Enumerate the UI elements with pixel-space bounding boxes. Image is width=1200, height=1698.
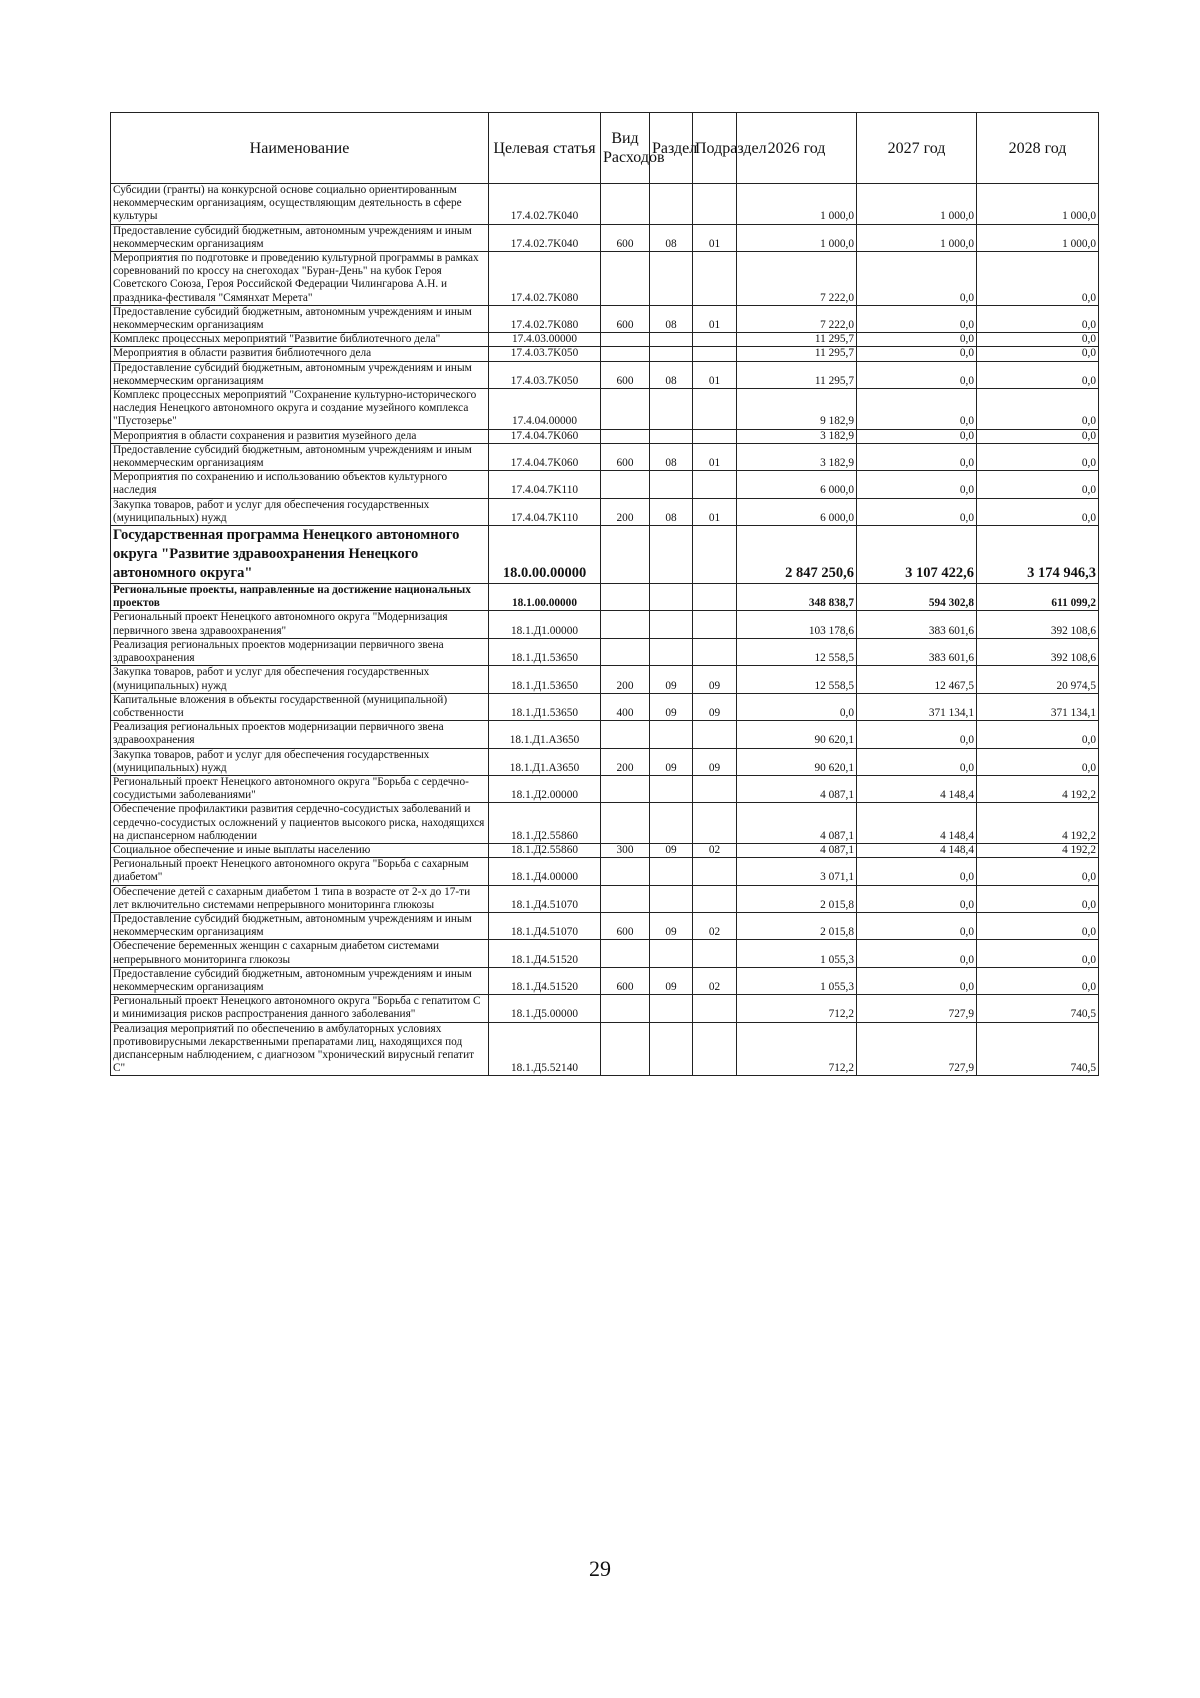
cell-section — [650, 775, 693, 802]
cell-year-2026: 7 222,0 — [737, 305, 857, 332]
cell-year-2026: 6 000,0 — [737, 498, 857, 525]
cell-name: Закупка товаров, работ и услуг для обеспечения государственных (муниципальных) нужд — [111, 666, 489, 693]
cell-expense-type — [601, 721, 650, 748]
cell-year-2027: 371 134,1 — [857, 693, 977, 720]
cell-year-2026: 4 087,1 — [737, 803, 857, 844]
cell-year-2028: 0,0 — [977, 305, 1099, 332]
cell-name: Закупка товаров, работ и услуг для обеспечения государственных (муниципальных) нужд — [111, 498, 489, 525]
cell-name: Закупка товаров, работ и услуг для обеспечения государственных (муниципальных) нужд — [111, 748, 489, 775]
cell-subsection — [693, 429, 737, 443]
cell-name: Региональный проект Ненецкого автономного округа "Модернизация первичного звена здравоохранения" — [111, 611, 489, 638]
cell-name: Мероприятия по подготовке и проведению культурной программы в рамках соревнований по кроссу на снегоходах "Буран-День" на кубок Героя Советского Союза, Героя Российской Федерации Чилингарова А.Н. и праздника-фестиваля "Сямянхат Мерета" — [111, 252, 489, 306]
cell-year-2028: 0,0 — [977, 748, 1099, 775]
cell-subsection: 02 — [693, 912, 737, 939]
cell-year-2027: 0,0 — [857, 858, 977, 885]
cell-year-2027: 0,0 — [857, 389, 977, 430]
cell-target-article: 18.1.Д1.А3650 — [489, 748, 601, 775]
cell-year-2026: 3 071,1 — [737, 858, 857, 885]
cell-section — [650, 333, 693, 347]
cell-target-article: 17.4.02.7K080 — [489, 252, 601, 306]
cell-year-2028: 0,0 — [977, 429, 1099, 443]
cell-subsection — [693, 526, 737, 584]
cell-subsection — [693, 1022, 737, 1076]
cell-year-2026: 0,0 — [737, 693, 857, 720]
cell-year-2028: 20 974,5 — [977, 666, 1099, 693]
cell-section — [650, 995, 693, 1022]
cell-section: 08 — [650, 498, 693, 525]
cell-name: Субсидии (гранты) на конкурсной основе социально ориентированным некоммерческим организациям, осуществляющим деятельность в сфере культуры — [111, 184, 489, 225]
cell-target-article: 18.1.Д1.53650 — [489, 638, 601, 665]
cell-year-2027: 0,0 — [857, 305, 977, 332]
header-year-2027: 2027 год — [857, 113, 977, 184]
cell-year-2026: 4 087,1 — [737, 843, 857, 857]
cell-year-2026: 2 015,8 — [737, 885, 857, 912]
cell-expense-type — [601, 995, 650, 1022]
cell-target-article: 18.1.Д4.51520 — [489, 967, 601, 994]
cell-subsection: 01 — [693, 498, 737, 525]
cell-target-article: 17.4.03.7K050 — [489, 347, 601, 361]
cell-year-2026: 1 000,0 — [737, 224, 857, 251]
cell-year-2028: 0,0 — [977, 885, 1099, 912]
table-row — [111, 305, 1099, 332]
cell-target-article: 17.4.04.7K060 — [489, 443, 601, 470]
cell-section: 09 — [650, 967, 693, 994]
cell-year-2028: 740,5 — [977, 1022, 1099, 1076]
cell-section — [650, 611, 693, 638]
cell-expense-type — [601, 611, 650, 638]
cell-expense-type: 600 — [601, 224, 650, 251]
cell-target-article: 17.4.02.7K040 — [489, 184, 601, 225]
cell-section — [650, 858, 693, 885]
cell-subsection — [693, 858, 737, 885]
table-header-row — [111, 113, 1099, 184]
cell-target-article: 18.1.Д2.55860 — [489, 843, 601, 857]
cell-year-2026: 1 055,3 — [737, 940, 857, 967]
cell-section — [650, 803, 693, 844]
table-row — [111, 333, 1099, 347]
table-row — [111, 224, 1099, 251]
cell-year-2026: 11 295,7 — [737, 333, 857, 347]
cell-year-2028: 611 099,2 — [977, 584, 1099, 611]
cell-expense-type — [601, 940, 650, 967]
cell-section: 09 — [650, 843, 693, 857]
cell-subsection — [693, 389, 737, 430]
cell-year-2026: 103 178,6 — [737, 611, 857, 638]
table-row — [111, 252, 1099, 306]
cell-target-article: 18.1.Д4.51070 — [489, 912, 601, 939]
cell-subsection: 09 — [693, 748, 737, 775]
cell-target-article: 17.4.04.7K110 — [489, 498, 601, 525]
table-row — [111, 389, 1099, 430]
cell-name: Мероприятия в области сохранения и развития музейного дела — [111, 429, 489, 443]
cell-subsection — [693, 638, 737, 665]
cell-year-2028: 0,0 — [977, 361, 1099, 388]
cell-year-2026: 1 000,0 — [737, 184, 857, 225]
cell-year-2028: 740,5 — [977, 995, 1099, 1022]
cell-expense-type — [601, 858, 650, 885]
cell-target-article: 18.1.Д5.00000 — [489, 995, 601, 1022]
cell-target-article: 18.1.Д2.00000 — [489, 775, 601, 802]
cell-subsection — [693, 995, 737, 1022]
cell-name: Предоставление субсидий бюджетным, автономным учреждениям и иным некоммерческим организациям — [111, 305, 489, 332]
cell-expense-type: 200 — [601, 666, 650, 693]
table-row — [111, 429, 1099, 443]
cell-target-article: 17.4.03.7K050 — [489, 361, 601, 388]
cell-expense-type — [601, 584, 650, 611]
cell-expense-type — [601, 333, 650, 347]
cell-section — [650, 184, 693, 225]
cell-year-2027: 383 601,6 — [857, 638, 977, 665]
cell-target-article: 18.1.Д5.52140 — [489, 1022, 601, 1076]
cell-subsection — [693, 940, 737, 967]
cell-year-2027: 383 601,6 — [857, 611, 977, 638]
table-row — [111, 748, 1099, 775]
cell-subsection — [693, 775, 737, 802]
cell-year-2027: 0,0 — [857, 498, 977, 525]
cell-target-article: 18.1.Д1.00000 — [489, 611, 601, 638]
cell-year-2027: 727,9 — [857, 995, 977, 1022]
cell-name: Региональный проект Ненецкого автономного округа "Борьба с сердечно-сосудистыми заболеваниями" — [111, 775, 489, 802]
cell-expense-type — [601, 347, 650, 361]
cell-subsection — [693, 471, 737, 498]
cell-subsection — [693, 347, 737, 361]
cell-name: Капитальные вложения в объекты государственной (муниципальной) собственности — [111, 693, 489, 720]
cell-expense-type: 300 — [601, 843, 650, 857]
cell-year-2026: 1 055,3 — [737, 967, 857, 994]
cell-subsection: 01 — [693, 361, 737, 388]
cell-subsection — [693, 885, 737, 912]
budget-table — [110, 112, 1099, 1076]
cell-target-article: 18.1.Д1.А3650 — [489, 721, 601, 748]
cell-section — [650, 940, 693, 967]
cell-subsection — [693, 803, 737, 844]
cell-year-2028: 0,0 — [977, 721, 1099, 748]
cell-target-article: 18.1.Д2.55860 — [489, 803, 601, 844]
cell-year-2028: 0,0 — [977, 471, 1099, 498]
table-row — [111, 471, 1099, 498]
cell-year-2026: 6 000,0 — [737, 471, 857, 498]
table-row — [111, 693, 1099, 720]
cell-expense-type: 400 — [601, 693, 650, 720]
cell-year-2026: 11 295,7 — [737, 361, 857, 388]
cell-subsection: 01 — [693, 443, 737, 470]
cell-section: 09 — [650, 748, 693, 775]
cell-name: Комплекс процессных мероприятий "Сохранение культурно-исторического наследия Ненецкого автономного округа и создание музейного комплекса "Пустозерье" — [111, 389, 489, 430]
cell-year-2027: 1 000,0 — [857, 224, 977, 251]
cell-expense-type — [601, 1022, 650, 1076]
cell-year-2028: 0,0 — [977, 252, 1099, 306]
cell-name: Предоставление субсидий бюджетным, автономным учреждениям и иным некоммерческим организациям — [111, 443, 489, 470]
cell-target-article: 17.4.04.7K110 — [489, 471, 601, 498]
table-row — [111, 967, 1099, 994]
table-row — [111, 443, 1099, 470]
cell-year-2027: 4 148,4 — [857, 843, 977, 857]
cell-year-2027: 0,0 — [857, 361, 977, 388]
cell-target-article: 18.1.00.00000 — [489, 584, 601, 611]
cell-year-2026: 712,2 — [737, 1022, 857, 1076]
cell-name: Реализация региональных проектов модернизации первичного звена здравоохранения — [111, 721, 489, 748]
header-target-article: Целевая статья — [489, 113, 601, 184]
cell-expense-type: 600 — [601, 912, 650, 939]
cell-name: Реализация региональных проектов модернизации первичного звена здравоохранения — [111, 638, 489, 665]
cell-section: 09 — [650, 912, 693, 939]
cell-target-article: 17.4.03.00000 — [489, 333, 601, 347]
cell-subsection: 02 — [693, 843, 737, 857]
cell-target-article: 18.0.00.00000 — [489, 526, 601, 584]
cell-expense-type — [601, 389, 650, 430]
cell-name: Мероприятия в области развития библиотечного дела — [111, 347, 489, 361]
cell-expense-type — [601, 638, 650, 665]
cell-year-2028: 0,0 — [977, 858, 1099, 885]
cell-year-2028: 0,0 — [977, 347, 1099, 361]
page-number: 29 — [589, 1556, 611, 1581]
cell-subsection — [693, 611, 737, 638]
table-row — [111, 858, 1099, 885]
cell-target-article: 17.4.04.00000 — [489, 389, 601, 430]
cell-year-2026: 11 295,7 — [737, 347, 857, 361]
cell-name: Обеспечение детей с сахарным диабетом 1 типа в возрасте от 2-х до 17-ти лет включительно системами непрерывного мониторинга глюкозы — [111, 885, 489, 912]
cell-name: Предоставление субсидий бюджетным, автономным учреждениям и иным некоммерческим организациям — [111, 967, 489, 994]
cell-year-2028: 4 192,2 — [977, 775, 1099, 802]
table-row — [111, 775, 1099, 802]
cell-target-article: 17.4.02.7K040 — [489, 224, 601, 251]
cell-year-2028: 3 174 946,3 — [977, 526, 1099, 584]
table-body — [111, 184, 1099, 1076]
cell-section — [650, 252, 693, 306]
cell-section — [650, 584, 693, 611]
cell-year-2028: 371 134,1 — [977, 693, 1099, 720]
cell-year-2026: 12 558,5 — [737, 666, 857, 693]
table-row — [111, 1022, 1099, 1076]
cell-target-article: 18.1.Д4.51070 — [489, 885, 601, 912]
cell-section: 08 — [650, 443, 693, 470]
cell-year-2027: 0,0 — [857, 443, 977, 470]
cell-expense-type: 200 — [601, 498, 650, 525]
cell-year-2028: 0,0 — [977, 333, 1099, 347]
cell-subsection: 09 — [693, 666, 737, 693]
cell-expense-type: 200 — [601, 748, 650, 775]
header-subsection: Подраздел — [693, 113, 737, 184]
cell-expense-type — [601, 803, 650, 844]
cell-subsection — [693, 584, 737, 611]
cell-name: Предоставление субсидий бюджетным, автономным учреждениям и иным некоммерческим организациям — [111, 224, 489, 251]
cell-section: 09 — [650, 693, 693, 720]
cell-year-2027: 3 107 422,6 — [857, 526, 977, 584]
cell-target-article: 17.4.02.7K080 — [489, 305, 601, 332]
cell-expense-type — [601, 471, 650, 498]
cell-year-2026: 7 222,0 — [737, 252, 857, 306]
cell-expense-type: 600 — [601, 361, 650, 388]
cell-name: Региональный проект Ненецкого автономного округа "Борьба с гепатитом С и минимизация рисков распространения данного заболевания" — [111, 995, 489, 1022]
cell-section — [650, 885, 693, 912]
table-row — [111, 347, 1099, 361]
cell-year-2028: 392 108,6 — [977, 611, 1099, 638]
cell-expense-type: 600 — [601, 443, 650, 470]
cell-year-2026: 4 087,1 — [737, 775, 857, 802]
cell-year-2028: 1 000,0 — [977, 224, 1099, 251]
table-row — [111, 526, 1099, 584]
cell-year-2028: 0,0 — [977, 912, 1099, 939]
cell-section: 09 — [650, 666, 693, 693]
table-row — [111, 498, 1099, 525]
cell-section — [650, 721, 693, 748]
cell-year-2028: 0,0 — [977, 443, 1099, 470]
cell-year-2028: 0,0 — [977, 389, 1099, 430]
cell-expense-type — [601, 429, 650, 443]
cell-subsection — [693, 721, 737, 748]
table-row — [111, 361, 1099, 388]
cell-year-2027: 0,0 — [857, 940, 977, 967]
cell-section: 08 — [650, 305, 693, 332]
cell-year-2027: 0,0 — [857, 748, 977, 775]
table-row — [111, 184, 1099, 225]
cell-year-2028: 1 000,0 — [977, 184, 1099, 225]
table-row — [111, 843, 1099, 857]
cell-name: Предоставление субсидий бюджетным, автономным учреждениям и иным некоммерческим организациям — [111, 912, 489, 939]
cell-year-2027: 0,0 — [857, 347, 977, 361]
table-row — [111, 638, 1099, 665]
cell-section — [650, 389, 693, 430]
cell-name: Реализация мероприятий по обеспечению в амбулаторных условиях противовирусными лекарственными препаратами лиц, находящихся под диспансерным наблюдением, с диагнозом "хронический вирусный гепатит С" — [111, 1022, 489, 1076]
table-row — [111, 666, 1099, 693]
header-year-2028: 2028 год — [977, 113, 1099, 184]
table-row — [111, 584, 1099, 611]
cell-year-2026: 3 182,9 — [737, 429, 857, 443]
cell-section: 08 — [650, 361, 693, 388]
cell-section: 08 — [650, 224, 693, 251]
cell-target-article: 18.1.Д4.00000 — [489, 858, 601, 885]
cell-name: Региональный проект Ненецкого автономного округа "Борьба с сахарным диабетом" — [111, 858, 489, 885]
cell-subsection: 09 — [693, 693, 737, 720]
cell-section — [650, 638, 693, 665]
cell-year-2028: 392 108,6 — [977, 638, 1099, 665]
cell-subsection: 02 — [693, 967, 737, 994]
cell-year-2027: 4 148,4 — [857, 803, 977, 844]
header-year-2026: 2026 год — [737, 113, 857, 184]
cell-name: Предоставление субсидий бюджетным, автономным учреждениям и иным некоммерческим организациям — [111, 361, 489, 388]
table-row — [111, 995, 1099, 1022]
table-row — [111, 803, 1099, 844]
cell-target-article: 18.1.Д1.53650 — [489, 693, 601, 720]
cell-subsection: 01 — [693, 224, 737, 251]
cell-expense-type — [601, 885, 650, 912]
cell-year-2026: 90 620,1 — [737, 721, 857, 748]
cell-year-2027: 0,0 — [857, 252, 977, 306]
cell-year-2027: 4 148,4 — [857, 775, 977, 802]
cell-year-2026: 3 182,9 — [737, 443, 857, 470]
table-row — [111, 885, 1099, 912]
cell-name: Региональные проекты, направленные на достижение национальных проектов — [111, 584, 489, 611]
cell-year-2027: 594 302,8 — [857, 584, 977, 611]
cell-year-2026: 9 182,9 — [737, 389, 857, 430]
cell-year-2027: 12 467,5 — [857, 666, 977, 693]
cell-year-2026: 2 015,8 — [737, 912, 857, 939]
cell-year-2028: 0,0 — [977, 967, 1099, 994]
cell-year-2027: 0,0 — [857, 471, 977, 498]
cell-expense-type — [601, 184, 650, 225]
cell-expense-type: 600 — [601, 305, 650, 332]
cell-expense-type: 600 — [601, 967, 650, 994]
cell-name: Государственная программа Ненецкого автономного округа "Развитие здравоохранения Ненецкого автономного округа" — [111, 526, 489, 584]
cell-subsection: 01 — [693, 305, 737, 332]
cell-year-2026: 348 838,7 — [737, 584, 857, 611]
cell-subsection — [693, 184, 737, 225]
cell-year-2028: 0,0 — [977, 940, 1099, 967]
cell-name: Социальное обеспечение и иные выплаты населению — [111, 843, 489, 857]
cell-expense-type — [601, 526, 650, 584]
table-row — [111, 940, 1099, 967]
cell-year-2027: 0,0 — [857, 885, 977, 912]
cell-target-article: 17.4.04.7K060 — [489, 429, 601, 443]
cell-subsection — [693, 333, 737, 347]
budget-table-container — [110, 112, 1098, 1076]
cell-year-2028: 0,0 — [977, 498, 1099, 525]
cell-year-2027: 0,0 — [857, 429, 977, 443]
cell-section — [650, 471, 693, 498]
cell-year-2026: 12 558,5 — [737, 638, 857, 665]
cell-name: Обеспечение профилактики развития сердечно-сосудистых заболеваний и сердечно-сосудистых осложнений у пациентов высокого риска, находящихся на диспансерном наблюдении — [111, 803, 489, 844]
cell-year-2026: 712,2 — [737, 995, 857, 1022]
cell-name: Мероприятия по сохранению и использованию объектов культурного наследия — [111, 471, 489, 498]
cell-section — [650, 347, 693, 361]
cell-year-2026: 90 620,1 — [737, 748, 857, 775]
cell-expense-type — [601, 775, 650, 802]
cell-section — [650, 429, 693, 443]
table-row — [111, 912, 1099, 939]
cell-name: Обеспечение беременных женщин с сахарным диабетом системами непрерывного мониторинга глюкозы — [111, 940, 489, 967]
cell-subsection — [693, 252, 737, 306]
header-expense-type: Вид Расходов — [601, 113, 650, 184]
cell-target-article: 18.1.Д4.51520 — [489, 940, 601, 967]
header-section: Раздел — [650, 113, 693, 184]
cell-name: Комплекс процессных мероприятий "Развитие библиотечного дела" — [111, 333, 489, 347]
cell-year-2027: 0,0 — [857, 967, 977, 994]
cell-year-2027: 0,0 — [857, 333, 977, 347]
cell-year-2026: 2 847 250,6 — [737, 526, 857, 584]
cell-section — [650, 1022, 693, 1076]
cell-expense-type — [601, 252, 650, 306]
cell-year-2028: 4 192,2 — [977, 843, 1099, 857]
cell-year-2027: 727,9 — [857, 1022, 977, 1076]
header-name: Наименование — [111, 113, 489, 184]
table-row — [111, 721, 1099, 748]
table-row — [111, 611, 1099, 638]
cell-year-2027: 0,0 — [857, 912, 977, 939]
cell-year-2028: 4 192,2 — [977, 803, 1099, 844]
cell-section — [650, 526, 693, 584]
cell-year-2027: 1 000,0 — [857, 184, 977, 225]
cell-year-2027: 0,0 — [857, 721, 977, 748]
cell-target-article: 18.1.Д1.53650 — [489, 666, 601, 693]
